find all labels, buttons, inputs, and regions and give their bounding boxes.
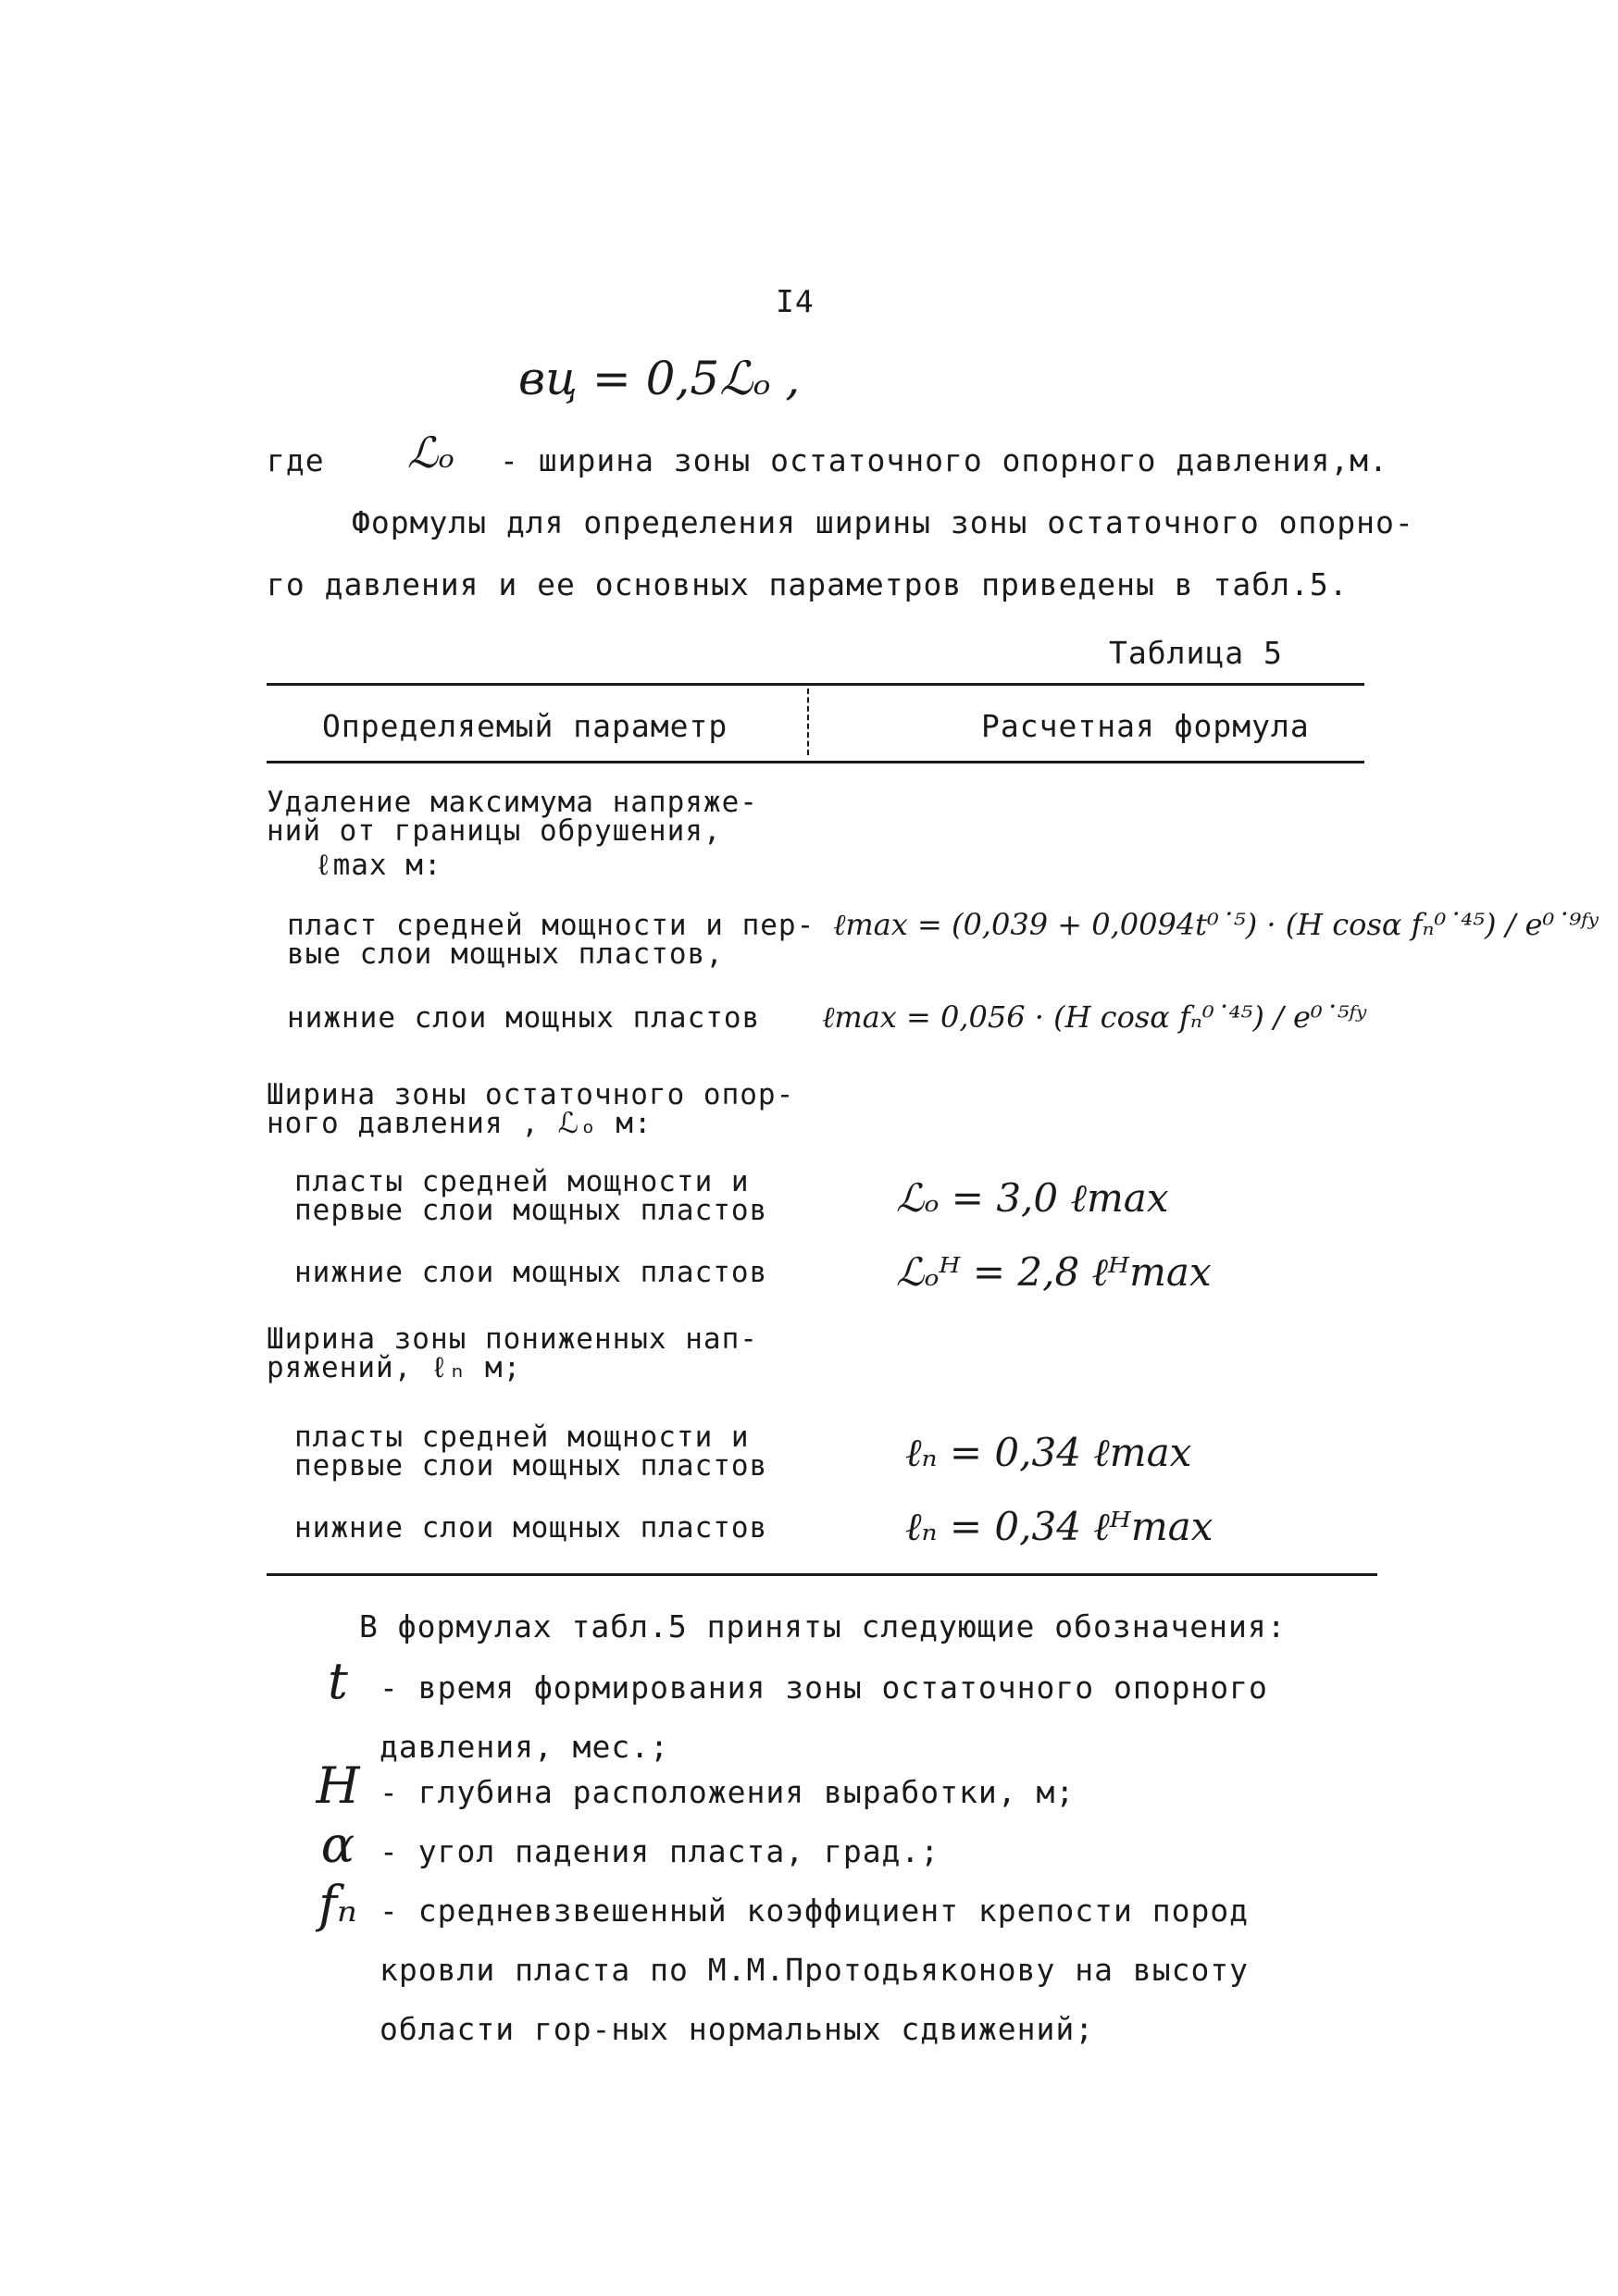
- group-title-line: ний от границы обрушения,: [267, 814, 722, 848]
- header-param: Определяемый параметр: [322, 708, 728, 744]
- intro-line-1: Формулы для определения ширины зоны остаточного опорно-: [352, 504, 1414, 540]
- group-title-line: Ширина зоны пониженных нап-: [267, 1322, 758, 1356]
- legend-text: - угол падения пласта, град.;: [380, 1833, 940, 1869]
- header-formula: Расчетная формула: [981, 708, 1310, 744]
- row-label-line: первые слои мощных пластов: [294, 1194, 768, 1227]
- header-divider: [807, 689, 809, 755]
- legend-intro: В формулах табл.5 приняты следующие обозначения:: [359, 1608, 1287, 1644]
- legend-symbol: H: [316, 1756, 360, 1815]
- table-top-rule: [267, 683, 1364, 686]
- group-title-line: ного давления , ℒₒ м:: [267, 1107, 653, 1140]
- row-formula: ℓₙ = 0,34 ℓmax: [905, 1430, 1192, 1475]
- legend-text: - время формирования зоны остаточного опорного давления, мес.;: [380, 1669, 1268, 1765]
- row-label-line: нижние слои мощных пластов: [287, 1001, 761, 1035]
- row-label-line: пласт средней мощности и пер-: [287, 909, 815, 942]
- row-formula: ℓₙ = 0,34 ℓᴴmax: [905, 1504, 1214, 1549]
- group-title-line: Ширина зоны остаточного опор-: [267, 1078, 795, 1111]
- row-label-line: пласты средней мощности и: [294, 1165, 750, 1198]
- legend-symbol: α: [320, 1816, 355, 1874]
- table-caption: Таблица 5: [1109, 635, 1283, 671]
- row-formula: ℒₒ = 3,0 ℓmax: [896, 1175, 1169, 1221]
- row-label-line: пласты средней мощности и: [294, 1421, 750, 1454]
- row-label-line: нижние слои мощных пластов: [294, 1256, 768, 1289]
- row-formula: ℓmax = (0,039 + 0,0094t⁰˙⁵) · (H cosα fₙ⁰˙⁴⁵) / e⁰˙⁹ᶠʸ: [833, 907, 1599, 942]
- where-word: где: [267, 442, 325, 478]
- where-text: - ширина зоны остаточного опорного давления,м.: [500, 442, 1388, 478]
- table-bottom-rule: [267, 1573, 1377, 1576]
- row-label-line: вые слои мощных пластов,: [287, 937, 724, 971]
- row-formula: ℓmax = 0,056 · (H cosα fₙ⁰˙⁴⁵) / e⁰˙⁵ᶠʸ: [822, 999, 1367, 1035]
- table-header-rule: [267, 761, 1364, 763]
- row-label-line: первые слои мощных пластов: [294, 1449, 768, 1483]
- group-title-line: Удаление максимума напряже-: [267, 786, 758, 819]
- legend-text: - глубина расположения выработки, м;: [380, 1774, 1076, 1810]
- row-formula: ℒₒᴴ = 2,8 ℓᴴmax: [896, 1249, 1212, 1295]
- legend-symbol: t: [328, 1652, 348, 1710]
- equation-bc: вц = 0,5ℒₒ ,: [518, 352, 801, 405]
- legend-text: - средневзвешенный коэффициент крепости пород кровли пласта по М.М.Протодьяконову на высоту области гор-ных нормальных сдвижений;: [380, 1893, 1250, 2047]
- group-title-line: ряжений, ℓₙ м;: [267, 1351, 522, 1384]
- page-number: I4: [776, 283, 815, 319]
- where-symbol: ℒₒ: [407, 428, 454, 478]
- legend-symbol: fₙ: [318, 1875, 357, 1933]
- row-label-line: нижние слои мощных пластов: [294, 1511, 768, 1545]
- group-title-line: ℓmax м:: [315, 849, 442, 882]
- intro-line-2: го давления и ее основных параметров приведены в табл.5.: [267, 566, 1349, 602]
